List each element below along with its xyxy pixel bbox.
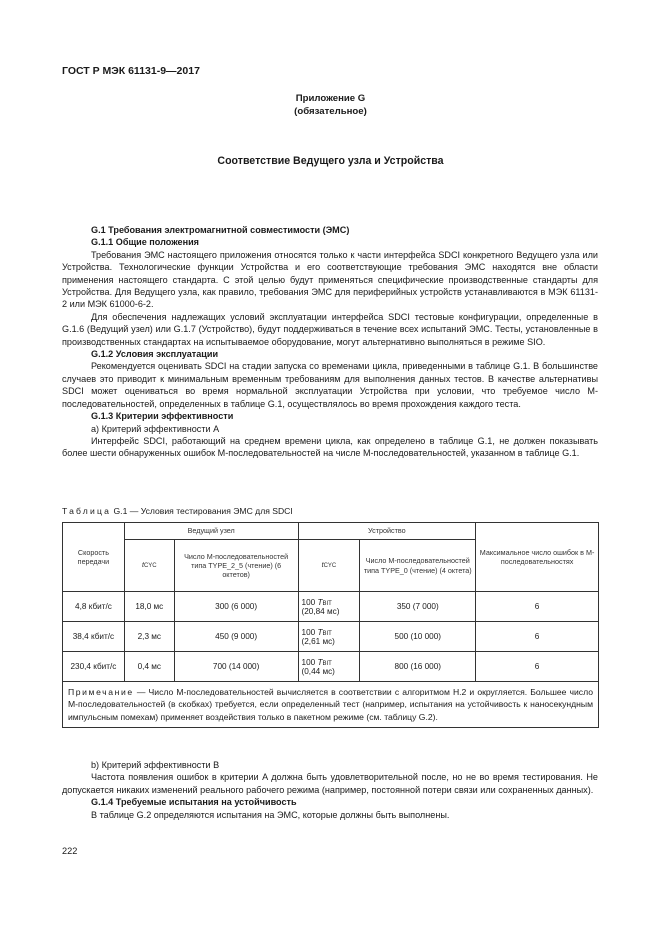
paragraph: В таблице G.2 определяются испытания на ЭМС, которые должны быть выполнены. [91,809,450,820]
table-row [63,592,599,622]
header-device: Устройство [298,523,476,540]
paragraph: Требования ЭМС настоящего приложения относятся только к части интерфейса SDCI конкретного Ведущего узла или Устройства. Технологические функции Устройства и его соответствующие требования ЭМС находятся вне области применения настоящего стандарта. С этой целью будут применяться специфические производственные стандарты для Устройства. Для Ведущего узла, как правило, требования ЭМС для периферийных устройств устанавливаются в МЭК 61131-2 или МЭК 61000-6-2. [62,249,598,310]
table-header-row [63,523,599,540]
cell-max-errors: 6 [476,652,599,682]
cell-master-tcyc: 0,4 мс [124,652,174,682]
table-row [63,622,599,652]
ems-table [62,522,599,728]
paragraph: Для обеспечения надлежащих условий эксплуатации интерфейса SDCI тестовые конфигурации, определенные в G.1.6 (Ведущий узел) или G.1.7 (Устройство), будут поддерживаться в течение всех испытаний ЭМС. Тесты, установленные в производственных стандартах на испытываемое оборудование, могут альтернативно выполняться в режиме SIO. [62,311,598,347]
subsection-heading: G.1.3 Критерии эффективности [91,411,234,422]
cell-max-errors: 6 [476,622,599,652]
subsection-heading: G.1.1 Общие положения [91,237,199,248]
body-text-top [62,224,598,460]
cell-speed: 230,4 кбит/с [63,652,125,682]
header-max-errors: Максимальное число ошибок в M-последовательностях [476,523,599,592]
header-master: Ведущий узел [124,523,298,540]
paragraph: Частота появления ошибок в критерии A должна быть удовлетворительной после, но не во время тестирования. Не допускается никаких изменений реального рабочего режима (например, постоянной потери связи или сохраненных данных). [62,772,598,795]
main-title: Соответствие Ведущего узла и Устройства [217,155,444,167]
annex-status: (обязательное) [294,106,367,117]
cell-master-tcyc: 18,0 мс [124,592,174,622]
paragraph: Интерфейс SDCI, работающий на среднем времени цикла, как определено в таблице G.1, не должен показывать более шести обнаруженных ошибок M-последовательностей на числе M-последовательностей, указанном в таблице G.1. [62,435,598,459]
page-number: 222 [62,846,78,856]
header-device-count: Число M-последовательностей типа TYPE_0 (чтение) (4 октета) [360,540,476,592]
cell-master-count: 300 (6 000) [174,592,298,622]
header-master-tcyc: tCYC [124,540,174,592]
criterion-label: b) Критерий эффективности B [91,760,220,770]
subsection-heading: G.1.4 Требуемые испытания на устойчивость [91,797,297,808]
header-speed: Скорость передачи [63,523,125,592]
section-heading: G.1 Требования электромагнитной совместимости (ЭМС) [91,225,350,235]
subsection-heading: G.1.2 Условия эксплуатации [91,349,219,360]
body-text-bottom [62,759,598,821]
cell-speed: 4,8 кбит/с [63,592,125,622]
cell-max-errors: 6 [476,592,599,622]
cell-device-tcyc: 100 TBIT (2,61 мс) [298,622,360,652]
table-caption-word: Таблица [62,506,112,516]
cell-master-count: 700 (14 000) [174,652,298,682]
cell-device-tcyc: 100 TBIT (0,44 мс) [298,652,360,682]
header-device-tcyc: tCYC [298,540,360,592]
cell-master-tcyc: 2,3 мс [124,622,174,652]
table-note-row [63,682,599,728]
table-note: Примечание — Число M-последовательностей вычисляется в соответствии с алгоритмом H.2 и округляется. Большее число M-последовательностей (в скобках) требуется, если определенный тест (например, испытания на устойчивость к наносекундным импульсным помехам) применяет воздействия только в пакетном режиме (см. таблицу G.2). [63,682,599,728]
cell-master-count: 450 (9 000) [174,622,298,652]
cell-device-count: 500 (10 000) [360,622,476,652]
standard-header: ГОСТ Р МЭК 61131-9—2017 [62,65,200,77]
paragraph: Рекомендуется оценивать SDCI на стадии запуска со временами цикла, приведенными в таблице G.1. В большинстве случаев это приводит к минимальным временным требованиям для выполнения данных тестов. В качестве альтернативы SDCI может оцениваться во время нормальной эксплуатации Устройства при условии, что требуемое число M-последовательностей, определенных в таблице G.1, осуществлялось во время прохождения каждого теста. [62,361,598,409]
criterion-label: a) Критерий эффективности A [91,423,220,434]
cell-device-count: 350 (7 000) [360,592,476,622]
cell-device-tcyc: 100 TBIT (20,84 мс) [298,592,360,622]
table-row [63,652,599,682]
table-caption-text: G.1 — Условия тестирования ЭМС для SDCI [113,506,293,516]
table-caption [62,506,293,516]
annex-title: Приложение G [295,93,366,104]
header-master-count: Число M-последовательностей типа TYPE_2_5 (чтение) (6 октетов) [174,540,298,592]
cell-device-count: 800 (16 000) [360,652,476,682]
cell-speed: 38,4 кбит/с [63,622,125,652]
